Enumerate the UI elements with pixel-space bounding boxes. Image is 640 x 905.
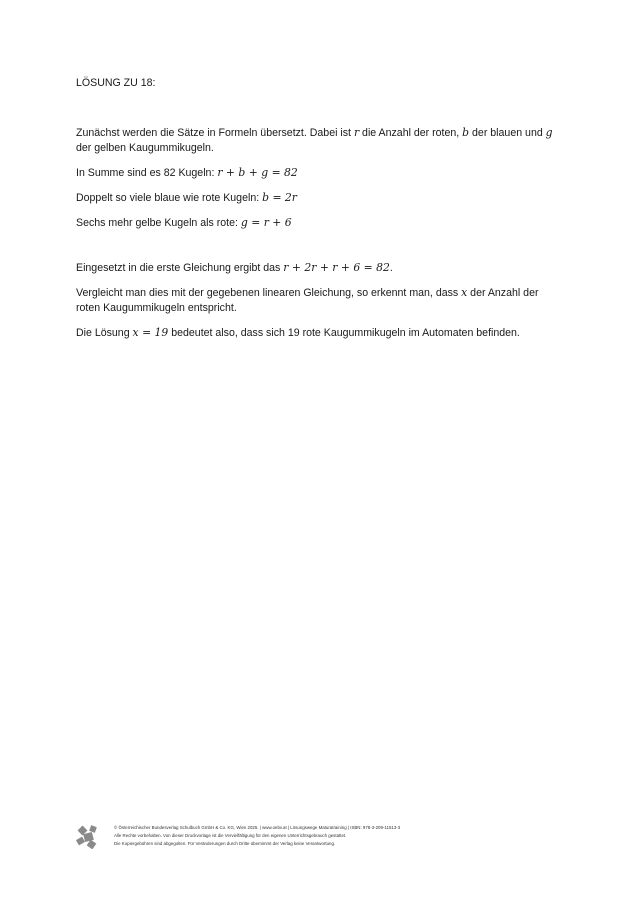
solution-content (76, 76, 566, 341)
footer-rights-line: Alle Rechte vorbehalten. Von dieser Druckvorlage ist die Vervielfältigung für den eigenen Unterrichtsgebrauch gestattet. (114, 833, 347, 838)
footer-fees-line: Die Kopiergebühren sind abgegolten. Für Veränderungen durch Dritte übernimmt der Verlag keine Verantwortung. (114, 841, 336, 846)
equation-double-text: Doppelt so viele blaue wie rote Kugeln: (76, 192, 263, 204)
comparison-text-1: Vergleicht man dies mit der gegebenen linearen Gleichung, so erkennt man, dass (76, 287, 462, 299)
substitution-text: Eingesetzt in die erste Gleichung ergibt das (76, 262, 284, 274)
intro-text-4: der gelben Kaugummikugeln. (76, 142, 214, 154)
intro-text-3: der blauen und (469, 127, 546, 139)
variable-x: x (461, 286, 468, 299)
equation-sum-line (76, 165, 566, 181)
equation-six-text: Sechs mehr gelbe Kugeln als rote: (76, 217, 241, 229)
footer-legal-text (114, 824, 574, 848)
intro-paragraph (76, 125, 566, 156)
footer-copyright-line: © Österreichischer Bundesverlag Schulbuch GmbH & Co. KG, Wien 2025. | www.oebv.at | Lösungswege Maturatraining | ISBN: 978-3-209-11513-3 (114, 825, 401, 830)
equation-sum-math: r + b + g = 82 (217, 166, 298, 179)
comparison-text-3: roten Kaugummikugeln entspricht. (76, 302, 237, 314)
conclusion-math: x = 19 (132, 326, 169, 339)
substitution-end: . (389, 262, 393, 274)
conclusion-text-1: Die Lösung (76, 327, 133, 339)
variable-b: b (462, 126, 470, 139)
conclusion-line (76, 325, 566, 341)
equation-double-math: b = 2r (262, 191, 297, 204)
intro-text-1: Zunächst werden die Sätze in Formeln übersetzt. Dabei ist (76, 127, 354, 139)
publisher-logo-icon (76, 825, 100, 849)
variable-r: r (353, 126, 360, 139)
substitution-math: r + 2r + r + 6 = 82 (283, 261, 390, 274)
equation-six-line (76, 215, 566, 231)
equation-sum-text: In Summe sind es 82 Kugeln: (76, 167, 218, 179)
solution-heading: LÖSUNG ZU 18: (76, 77, 156, 89)
substitution-line (76, 260, 566, 276)
variable-g: g (545, 126, 553, 139)
conclusion-text-2: bedeutet also, dass sich 19 rote Kaugummikugeln im Automaten befinden. (168, 327, 520, 339)
comparison-text-2: der Anzahl der (467, 287, 539, 299)
page-footer (76, 822, 576, 852)
intro-text-2: die Anzahl der roten, (359, 127, 463, 139)
comparison-paragraph (76, 285, 566, 316)
equation-six-math: g = r + 6 (240, 216, 292, 229)
equation-double-line (76, 190, 566, 206)
